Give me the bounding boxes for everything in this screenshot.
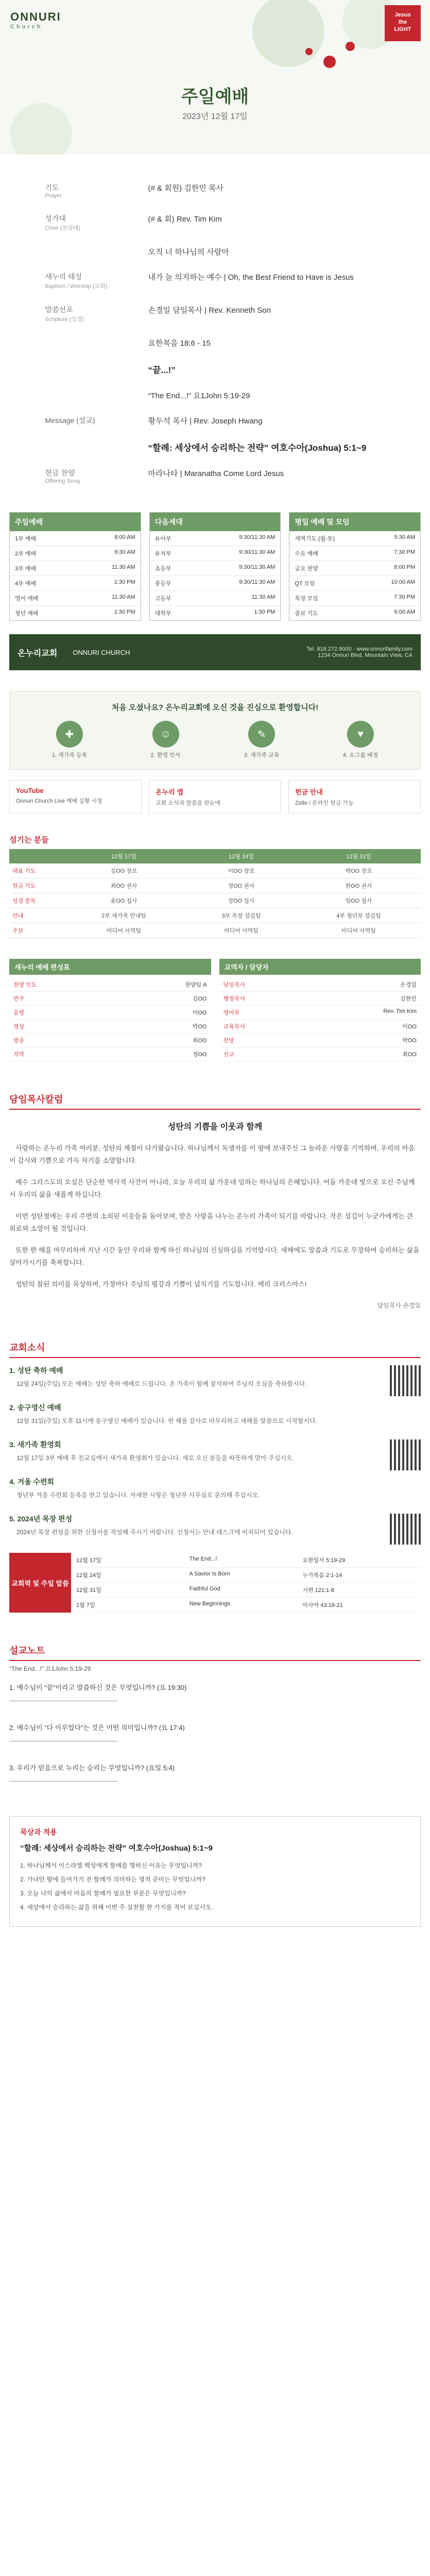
info-box: 평일 예배 및 모임 새벽기도 (월-토) 5:30 AM 수요 예배 7:30 PM 금요 찬양 8:00 PM QT 모임 10:00 AM 목장 모임 7:30 PM 중보 기도 6:00 AM [289, 512, 421, 621]
header [0, 0, 430, 155]
order-row: “끝...!” [148, 365, 176, 375]
order-row: “The End...!” 요1John 5:19-29 [148, 392, 250, 400]
phone-link[interactable]: Tel. 818.272.9000 [306, 646, 352, 652]
note-question: 1. 예수님이 “끝”이라고 말씀하신 것은 무엇입니까? (요 19:30) [9, 1682, 421, 1705]
website-link[interactable]: www.onnurifamily.com [356, 646, 412, 652]
schedule-row: 12월 17일 The End...! 요한일서 5:19-29 [71, 1553, 421, 1568]
order-row: “할례: 세상에서 승리하는 전략” 여호수아(Joshua) 5:1~9 [148, 443, 367, 453]
staff-grid: 새누리 예배 편성표 찬양 인도 찬양팀 A 반주 김OO 음향 이OO 영상 박OO 방송 최OO 자막 정OO 교역자 / 담당자 담임목사 손경일 행정목사 김한민 영어부 Rev. Tim Kim 교육목사 이OO 찬양 박OO 선교 최OO [9, 959, 421, 1061]
schedule-row: 12월 24일 A Savior Is Born 누가복음 2:1-14 [71, 1568, 421, 1583]
news-item: 2. 송구영신 예배 12월 31일(주일) 오후 11시에 송구영신 예배가 있습니다. 한 해를 감사로 마무리하고 새해를 말씀으로 시작합시다. [9, 1403, 318, 1425]
info-box: 다음세대 유아부 9:30/11:30 AM 유치부 9:30/11:30 AM 초등부 9:30/11:30 AM 중등부 9:30/11:30 AM 고등부 11:30 AM 대학부 1:30 PM [149, 512, 281, 621]
order-row: 말씀선포 Scripture (성경) 손경일 담임목사 | Rev. Kenneth Son [45, 306, 271, 323]
note-question: 3. 우리가 믿음으로 누리는 승리는 무엇입니까? (요일 5:4) [9, 1762, 421, 1785]
news-item: 3. 새가족 환영회 12월 17일 3부 예배 후 친교실에서 새가족 환영회가 있습니다. 새로 오신 분들을 따뜻하게 맞아 주십시오. [9, 1439, 421, 1463]
sermon-schedule: 교회력 및 주일 말씀 12월 17일 The End...! 요한일서 5:19-29 12월 24일 A Savior Is Born 누가복음 2:1-14 12월 31일 Faithful God 시편 121:1-8 1월 7일 New Beginnings 이사야 43:18-21 [9, 1553, 421, 1613]
welcome-step: ♥ 4. 소그룹 배정 [343, 721, 378, 759]
pastor-column: 담임목사칼럼 성탄의 기쁨을 이웃과 함께 사랑하는 온누리 가족 여러분, 성탄의 계절이 다가왔습니다. 하나님께서 독생자를 이 땅에 보내주신 그 놀라운 사랑을 기억하며, 우리의 마음이 감사와 기쁨으로 가득 차기를 소망합니다. 예수 그리스도의 오심은 단순한 역사적 사건이 아니라, 오늘 우리의 삶 가운데 임하는 하나님의 은혜입니다. 어둠 가운데 빛으로 오신 주님께서 우리의 삶을 새롭게 하십니다. 이번 성탄절에는 우리 주변의 소외된 이웃들을 돌아보며, 받은 사랑을 나누는 온누리 가족이 되기를 바랍니다. 작은 섬김이 누군가에게는 큰 위로와 소망이 될 것입니다. 또한 한 해를 마무리하며 지난 시간 동안 우리와 함께 하신 하나님의 신실하심을 기억합시다. 새해에도 말씀과 기도로 무장하여 승리하는 삶을 살아가시기를 축복합니다. 성탄의 참된 의미를 묵상하며, 가정마다 주님의 평강과 기쁨이 넘치기를 기도합니다. 메리 크리스마스! 담임목사 손경일 [9, 1092, 421, 1310]
church-news: 교회소식 1. 성탄 축하 예배 12월 24일(주일) 모든 예배는 성탄 축하 예배로 드립니다. 온 가족이 함께 참석하여 주님의 오심을 축하합시다. 2. 송구영신 예배 12월 31일(주일) 오후 11시에 송구영신 예배가 있습니다. 한 해를 감사로 마무리하고 새해를 말씀으로 시작합시다. 3. 새가족 환영회 12월 17일 3부 예배 후 친교실에서 새가족 환영회가 있습니다. 새로 오신 분들을 따뜻하게 맞아 주십시오. 4. 겨울 수련회 청년부 겨울 수련회 등록을 받고 있습니다. 자세한 사항은 청년부 사무실로 문의해 주십시오. 5. 2024년 목장 편성 2024년 목장 편성을 위한 신청서를 작성해 주시기 바랍니다. 신청서는 안내 데스크에 비치되어 있습니다. [9, 1341, 421, 1537]
church-logo[interactable]: ONNURI Church [10, 10, 61, 30]
step-icon: ✎ [248, 721, 275, 748]
order-row: 새누리 태성 Baptism / Worship (교회) 내가 늘 의지하는 예수 | Oh, the Best Friend to Have is Jesus [45, 273, 354, 290]
meditation-box: 묵상과 적용 “할례: 세상에서 승리하는 전략” 여호수아(Joshua) 5:1~9 1. 하나님께서 이스라엘 백성에게 할례를 명하신 이유는 무엇입니까? 2. 가나안 땅에 들어가기 전 할례가 의미하는 영적 준비는 무엇입니까? 3. 오늘 나의 삶에서 마음의 할례가 필요한 부분은 무엇입니까? 4. 세상에서 승리하는 삶을 위해 이번 주 실천할 한 가지를 적어 보십시오. [9, 1816, 421, 1927]
note-question: 2. 예수님이 “다 이루었다”는 것은 어떤 의미입니까? (요 17:4) [9, 1722, 421, 1745]
news-item: 4. 겨울 수련회 청년부 겨울 수련회 등록을 받고 있습니다. 자세한 사항은 청년부 사무실로 문의해 주십시오. [9, 1478, 260, 1499]
media-links [9, 780, 421, 814]
table-row: 대표 기도 김OO 장로 이OO 장로 박OO 장로 [9, 863, 421, 878]
service-title: 주일예배 [181, 87, 249, 107]
table-row: 헌금 기도 최OO 권사 정OO 권사 한OO 권사 [9, 878, 421, 893]
welcome-box: 처음 오셨나요? 온누리교회에 오신 것을 진심으로 환영합니다! ✚ 1. 새가족 등록 ☺ 2. 환영 인사 ✎ 3. 새가족 교육 ♥ 4. 소그룹 배정 [9, 691, 421, 770]
order-row: 성가대 Choir (찬양대) (# & 회) Rev. Tim Kim [45, 214, 222, 231]
table-row: 안내 2부 새가족 안내팀 3부 목장 섬김팀 4부 청년부 섬김팀 [9, 908, 421, 923]
order-row: Message (설교) 황두석 목사 | Rev. Joseph Hwang [45, 416, 263, 426]
welcome-step: ✚ 1. 새가족 등록 [52, 721, 87, 759]
table-row: 주보 미디어 사역팀 미디어 사역팀 미디어 사역팀 [9, 923, 421, 938]
sermon-notes: 설교노트 “The End...!” 요1John 5:19-29 1. 예수님이 “끝”이라고 말씀하신 것은 무엇입니까? (요 19:30) 2. 예수님이 “다 이루었다”는 것은 어떤 의미입니까? (요 17:4) 3. 우리가 믿음으로 누리는 승리는 무엇입니까? (요일 5:4) [9, 1643, 421, 1785]
qr-code-icon[interactable] [390, 1439, 421, 1470]
step-icon: ☺ [152, 721, 179, 748]
order-row: 오직 너 하나님의 사람아 [148, 248, 229, 257]
order-of-service [45, 175, 385, 492]
qr-code-icon[interactable] [390, 1365, 421, 1396]
giving-link[interactable]: 헌금 안내 Zelle / 온라인 헌금 가능 [288, 780, 421, 814]
qr-code-icon[interactable] [390, 1514, 421, 1545]
answer-blank[interactable] [9, 1781, 117, 1782]
duty-heading: 섬기는 분들 [9, 836, 49, 844]
schedule-row: 12월 31일 Faithful God 시편 121:1-8 [71, 1583, 421, 1598]
welcome-step: ✎ 3. 새가족 교육 [244, 721, 279, 759]
order-row: 요한복음 18:6 - 15 [148, 339, 211, 348]
light-badge: Jesus the LIGHT [385, 5, 421, 41]
duty-table: 12월 17일 12월 24일 12월 31일 대표 기도 김OO 장로 이OO 장로 박OO 장로 헌금 기도 최OO 권사 정OO 권사 한OO 권사 성경 봉독 윤OO 집사 장OO 집사 임OO 집사 안내 2부 새가족 안내팀 3부 목장 섬김팀 4부 청년부 섬김팀 주보 미디어 사역팀 미디어 사역팀 미디어 사역팀 [9, 849, 421, 938]
info-box: 주일예배 1부 예배 8:00 AM 2부 예배 9:30 AM 3부 예배 11:30 AM 4부 예배 1:30 PM 영어 예배 11:30 AM 청년 예배 1:30 PM [9, 512, 141, 621]
app-link[interactable]: 온누리 앱 교회 소식과 말씀을 한눈에 [149, 780, 281, 814]
schedule-row: 1월 7일 New Beginnings 이사야 43:18-21 [71, 1598, 421, 1613]
order-row: 기도 Prayer (# & 회원) 김한민 목사 [45, 183, 223, 199]
news-item: 1. 성탄 축하 예배 12월 24일(주일) 모든 예배는 성탄 축하 예배로 드립니다. 온 가족이 함께 참석하여 주님의 오심을 축하합시다. [9, 1365, 421, 1389]
step-icon: ✚ [56, 721, 83, 748]
welcome-step: ☺ 2. 환영 인사 [151, 721, 181, 759]
step-icon: ♥ [347, 721, 374, 748]
service-date: 2023년 12월 17일 [182, 112, 248, 121]
news-item: 5. 2024년 목장 편성 2024년 목장 편성을 위한 신청서를 작성해 주시기 바랍니다. 신청서는 안내 데스크에 비치되어 있습니다. [9, 1514, 421, 1537]
order-row: 헌금 찬양 Offering Song 마라나타 | Maranatha Come Lord Jesus [45, 469, 284, 484]
worship-times [0, 512, 430, 621]
youtube-link[interactable]: YouTube Onnuri Church Live 예배 실황 시청 [9, 780, 142, 814]
church-banner: 온누리교회 ONNURI CHURCH Tel. 818.272.9000 · www.onnurifamily.com 1234 Onnuri Blvd, Mountain View, CA [9, 634, 421, 670]
table-row: 성경 봉독 윤OO 집사 장OO 집사 임OO 집사 [9, 893, 421, 908]
